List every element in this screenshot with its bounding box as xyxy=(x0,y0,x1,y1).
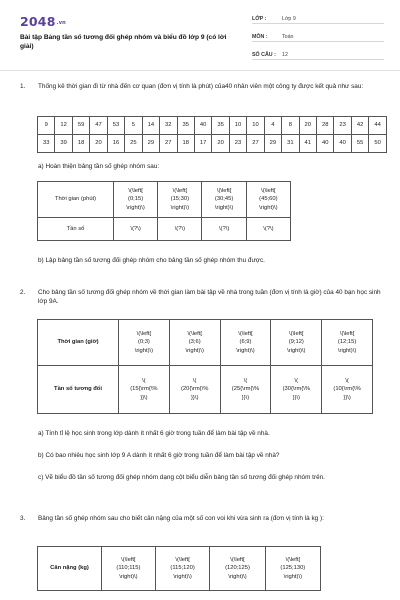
data-cell: 40 xyxy=(194,117,211,135)
row-label: Thời gian (phút) xyxy=(38,182,114,218)
interval-cell: \(\left[ (45;60) \right)\) xyxy=(246,182,290,218)
row-label: Cân nặng (kg) xyxy=(38,547,102,591)
interval-cell: \(\left[ (115;120) \right)\) xyxy=(155,547,210,591)
question-2-number: 2. xyxy=(20,289,26,296)
interval-cell: \(\left[ (9;12) \right)\) xyxy=(271,320,322,366)
interval-cell: \(\left[ (3;6) \right)\) xyxy=(169,320,220,366)
interval-cell: \(\left[ (6;9) \right)\) xyxy=(220,320,271,366)
interval-cell: \(\left[ (30;45) \right)\) xyxy=(202,182,246,218)
data-cell: 23 xyxy=(334,117,351,135)
question-3-number: 3. xyxy=(20,515,26,522)
data-cell: 41 xyxy=(299,135,316,153)
frequency-cell: \(?\) xyxy=(158,218,202,241)
q1-data-table xyxy=(37,116,387,153)
data-cell: 40 xyxy=(334,135,351,153)
data-cell: 55 xyxy=(351,135,368,153)
meta-key: SỐ CÂU : xyxy=(252,51,276,58)
brand-name: 2048 xyxy=(20,14,56,29)
document-meta xyxy=(252,10,384,64)
q3-interval-row xyxy=(38,547,321,591)
q1-data-row xyxy=(38,135,387,153)
row-label: Tần số xyxy=(38,218,114,241)
q2-frequency-row xyxy=(38,366,373,414)
q1-frequency-row xyxy=(38,218,291,241)
relative-frequency-cell: \( (25{\rm{\% }}\) xyxy=(220,366,271,414)
data-cell: 59 xyxy=(72,117,89,135)
data-cell: 40 xyxy=(317,135,334,153)
data-cell: 5 xyxy=(125,117,142,135)
meta-class-row xyxy=(252,10,384,24)
data-cell: 27 xyxy=(160,135,177,153)
interval-cell: \(\left[ (125;130) \right)\) xyxy=(265,547,320,591)
question-2-text: Cho bảng tần số tương đối ghép nhóm về thời gian làm bài tập về nhà trong tuần (đơn vị tính là giờ) của 40 bạn học sinh lớp 9A. xyxy=(38,289,381,305)
data-cell: 29 xyxy=(142,135,159,153)
meta-count-row xyxy=(252,46,384,60)
data-cell: 20 xyxy=(299,117,316,135)
brand-suffix: .vn xyxy=(56,20,66,26)
data-cell: 29 xyxy=(264,135,281,153)
header-divider xyxy=(0,70,400,71)
data-cell: 18 xyxy=(177,135,194,153)
data-cell: 23 xyxy=(229,135,246,153)
document-title: Bài tập Bảng tần số tương đối ghép nhóm và biểu đồ lớp 9 (có lời giải) xyxy=(20,34,227,50)
frequency-cell: \(?\) xyxy=(246,218,290,241)
frequency-cell: \(?\) xyxy=(114,218,158,241)
q1-data-row xyxy=(38,117,387,135)
interval-cell: \(\left[ (0;3) \right)\) xyxy=(119,320,170,366)
data-cell: 53 xyxy=(107,117,124,135)
data-cell: 39 xyxy=(55,135,72,153)
data-cell: 35 xyxy=(212,117,229,135)
relative-frequency-cell: \( (15{\rm{\% }}\) xyxy=(119,366,170,414)
meta-value: Lớp 9 xyxy=(282,15,296,22)
interval-cell: \(\left[ (12;15) \right)\) xyxy=(322,320,373,366)
interval-cell: \(\left[ (110;115) \right)\) xyxy=(102,547,156,591)
data-cell: 33 xyxy=(38,135,55,153)
q2-relative-frequency-table xyxy=(37,319,373,414)
meta-key: MÔN : xyxy=(252,33,268,40)
data-cell: 25 xyxy=(125,135,142,153)
data-cell: 44 xyxy=(369,117,387,135)
interval-cell: \(\left[ (120;125) \right)\) xyxy=(210,547,265,591)
q1-frequency-table xyxy=(37,181,291,241)
data-cell: 10 xyxy=(229,117,246,135)
meta-value: Toán xyxy=(282,33,294,40)
page-header xyxy=(0,0,400,64)
data-cell: 8 xyxy=(282,117,299,135)
q1-interval-row xyxy=(38,182,291,218)
q2-interval-row xyxy=(38,320,373,366)
data-cell: 16 xyxy=(107,135,124,153)
data-cell: 31 xyxy=(282,135,299,153)
data-cell: 47 xyxy=(90,117,107,135)
data-cell: 50 xyxy=(369,135,387,153)
relative-frequency-cell: \( (10{\rm{\% }}\) xyxy=(322,366,373,414)
question-1-number: 1. xyxy=(20,83,26,90)
data-cell: 20 xyxy=(212,135,229,153)
interval-cell: \(\left[ (0;15) \right)\) xyxy=(114,182,158,218)
data-cell: 4 xyxy=(264,117,281,135)
meta-value: 12 xyxy=(282,51,288,58)
data-cell: 14 xyxy=(142,117,159,135)
frequency-cell: \(?\) xyxy=(202,218,246,241)
question-2-part-b: b) Có bao nhiêu học sinh lớp 9 A dành ít nhất 6 giờ trong tuần để làm bài tập về nhà? xyxy=(38,452,280,459)
data-cell: 18 xyxy=(72,135,89,153)
data-cell: 35 xyxy=(177,117,194,135)
question-2-part-a: a) Tính tỉ lệ học sinh trong lớp dành ít nhất 6 giờ trong tuần để làm bài tập về nhà. xyxy=(38,430,270,437)
meta-subject-row xyxy=(252,28,384,42)
interval-cell: \(\left[ (15;30) \right)\) xyxy=(158,182,202,218)
relative-frequency-cell: \( (20{\rm{\% }}\) xyxy=(169,366,220,414)
data-cell: 17 xyxy=(194,135,211,153)
question-3-text: Bảng tần số ghép nhóm sau cho biết cân nặng của một số con voi khi vừa sinh ra (đơn vị tính là kg ): xyxy=(38,515,324,522)
q3-frequency-table xyxy=(37,546,321,591)
site-logo[interactable] xyxy=(20,14,66,31)
row-label: Tần số tương đối xyxy=(38,366,119,414)
data-cell: 9 xyxy=(38,117,55,135)
question-1-part-b: b) Lập bảng tần số tương đối ghép nhóm cho bảng tần số ghép nhóm thu được. xyxy=(38,257,265,264)
question-1-text: Thống kê thời gian đi từ nhà đến cơ quan (đơn vị tính là phút) của40 nhân viên một công ty được kết quả như sau: xyxy=(38,83,364,90)
data-cell: 20 xyxy=(90,135,107,153)
data-cell: 10 xyxy=(247,117,264,135)
question-1-part-a: a) Hoàn thiện bảng tần số ghép nhóm sau: xyxy=(38,163,160,170)
question-2-part-c: c) Vẽ biểu đồ tần số tương đối ghép nhóm dạng cột biểu diễn bảng tần số tương đối ghép nhóm trên. xyxy=(38,474,325,481)
data-cell: 32 xyxy=(160,117,177,135)
meta-key: LỚP : xyxy=(252,15,267,22)
row-label: Thời gian (giờ) xyxy=(38,320,119,366)
data-cell: 12 xyxy=(55,117,72,135)
relative-frequency-cell: \( (30{\rm{\% }}\) xyxy=(271,366,322,414)
data-cell: 42 xyxy=(351,117,368,135)
data-cell: 27 xyxy=(247,135,264,153)
data-cell: 28 xyxy=(317,117,334,135)
